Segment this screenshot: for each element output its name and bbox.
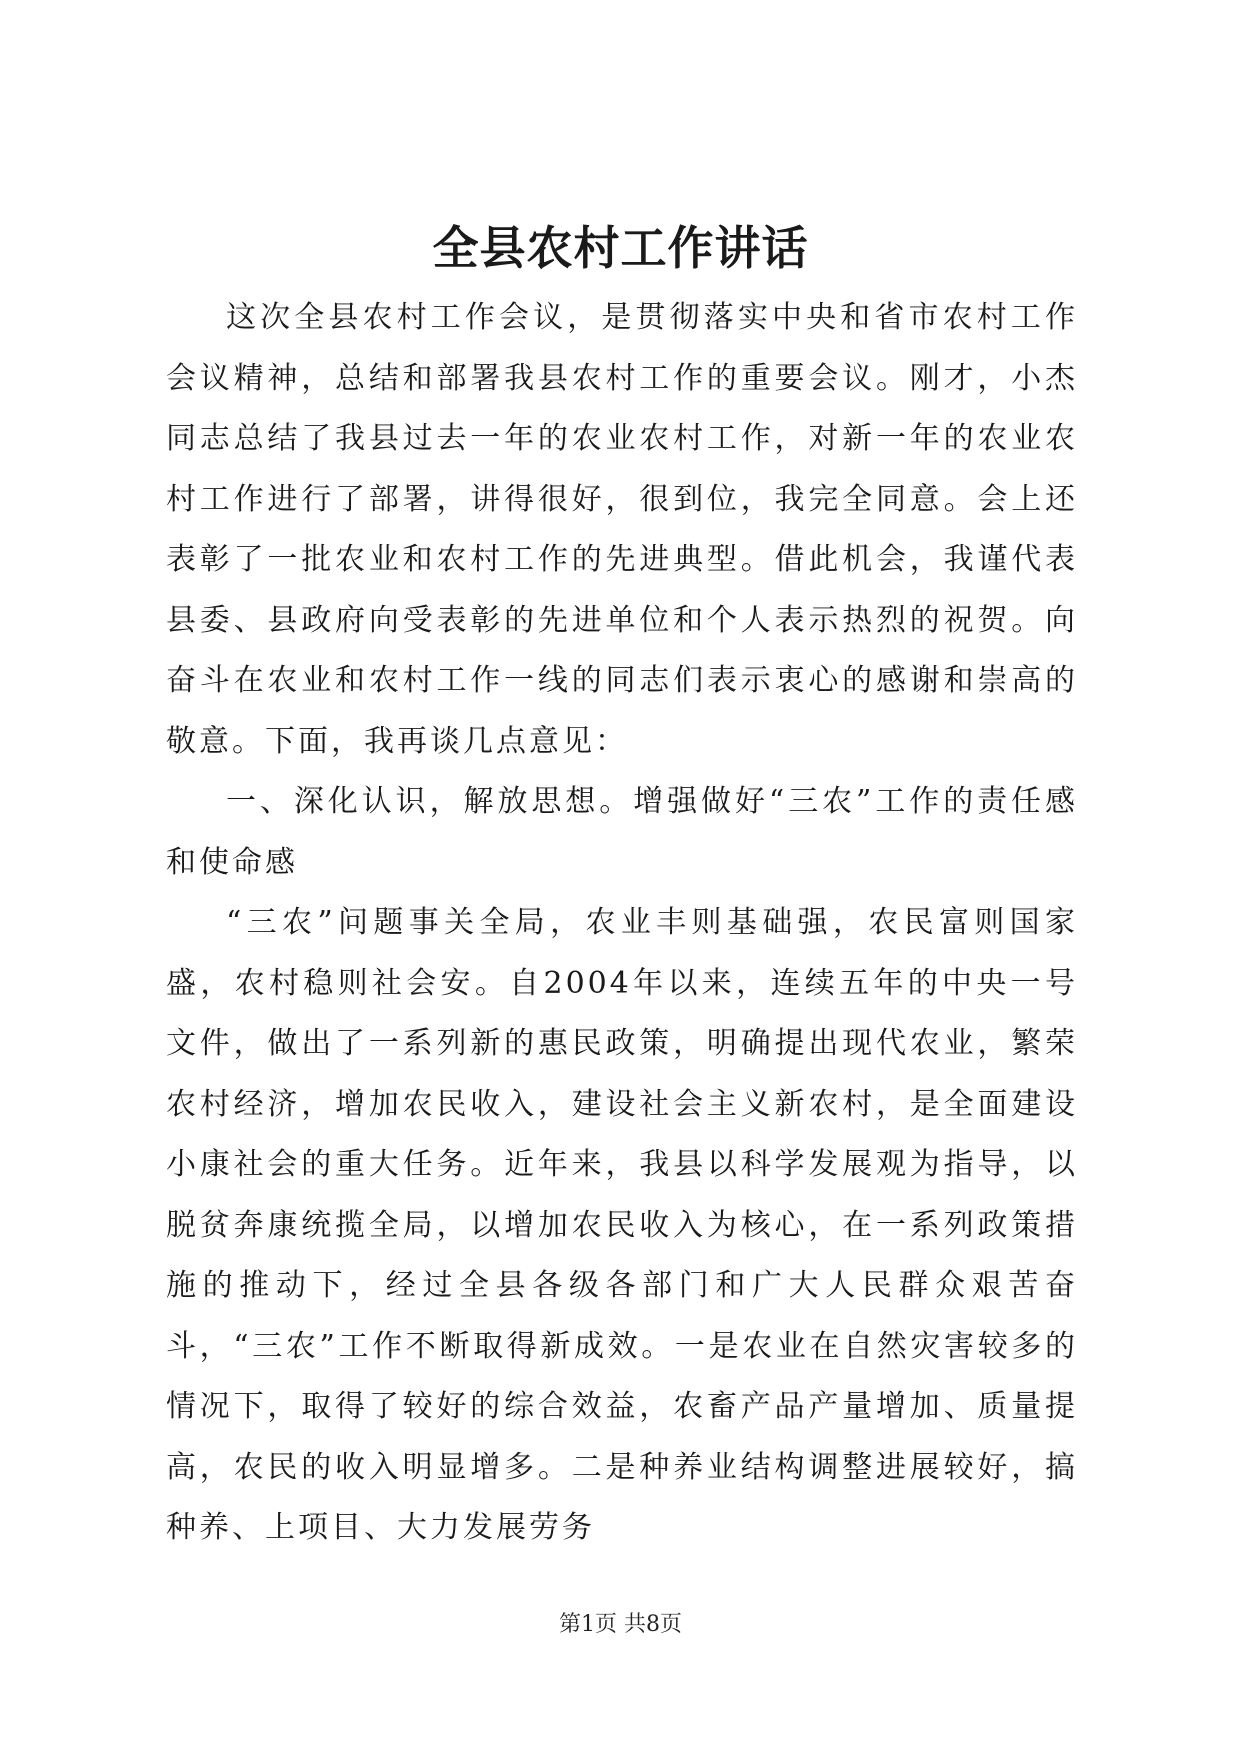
paragraph-intro: 这次全县农村工作会议，是贯彻落实中央和省市农村工作会议精神，总结和部署我县农村工作的重要会议。刚才，小杰同志总结了我县过去一年的农业农村工作，对新一年的农业农村工作进行了部署，讲得很好，很到位，我完全同意。会上还表彰了一批农业和农村工作的先进典型。借此机会，我谨代表县委、县政府向受表彰的先进单位和个人表示热烈的祝贺。向奋斗在农业和农村工作一线的同志们表示衷心的感谢和崇高的敬意。下面，我再谈几点意见： xyxy=(166,300,1078,759)
document-title: 全县农村工作讲话 xyxy=(432,221,809,275)
paragraph-section-1: “三农”问题事关全局，农业丰则基础强，农民富则国家盛，农村稳则社会安。自2004年以来，连续五年的中央一号文件，做出了一系列新的惠民政策，明确提出现代农业，繁荣农村经济，增加农民收入，建设社会主义新农村，是全面建设小康社会的重大任务。近年来，我县以科学发展观为指导，以脱贫奔康统揽全局，以增加农民收入为核心，在一系列政策措施的推动下，经过全县各级各部门和广大人民群众艰苦奋斗，“三农”工作不断取得新成效。一是农业在自然灾害较多的情况下，取得了较好的综合效益，农畜产品产量增加、质量提高，农民的收入明显增多。二是种养业结构调整进展较好，搞种养、上项目、大力发展劳务 xyxy=(166,905,1078,1545)
page-footer: 第1页 共8页 xyxy=(559,1612,682,1637)
section-heading-1: 一、深化认识，解放思想。增强做好“三农”工作的责任感和使命感 xyxy=(166,784,1078,880)
document-body xyxy=(166,288,1078,1559)
